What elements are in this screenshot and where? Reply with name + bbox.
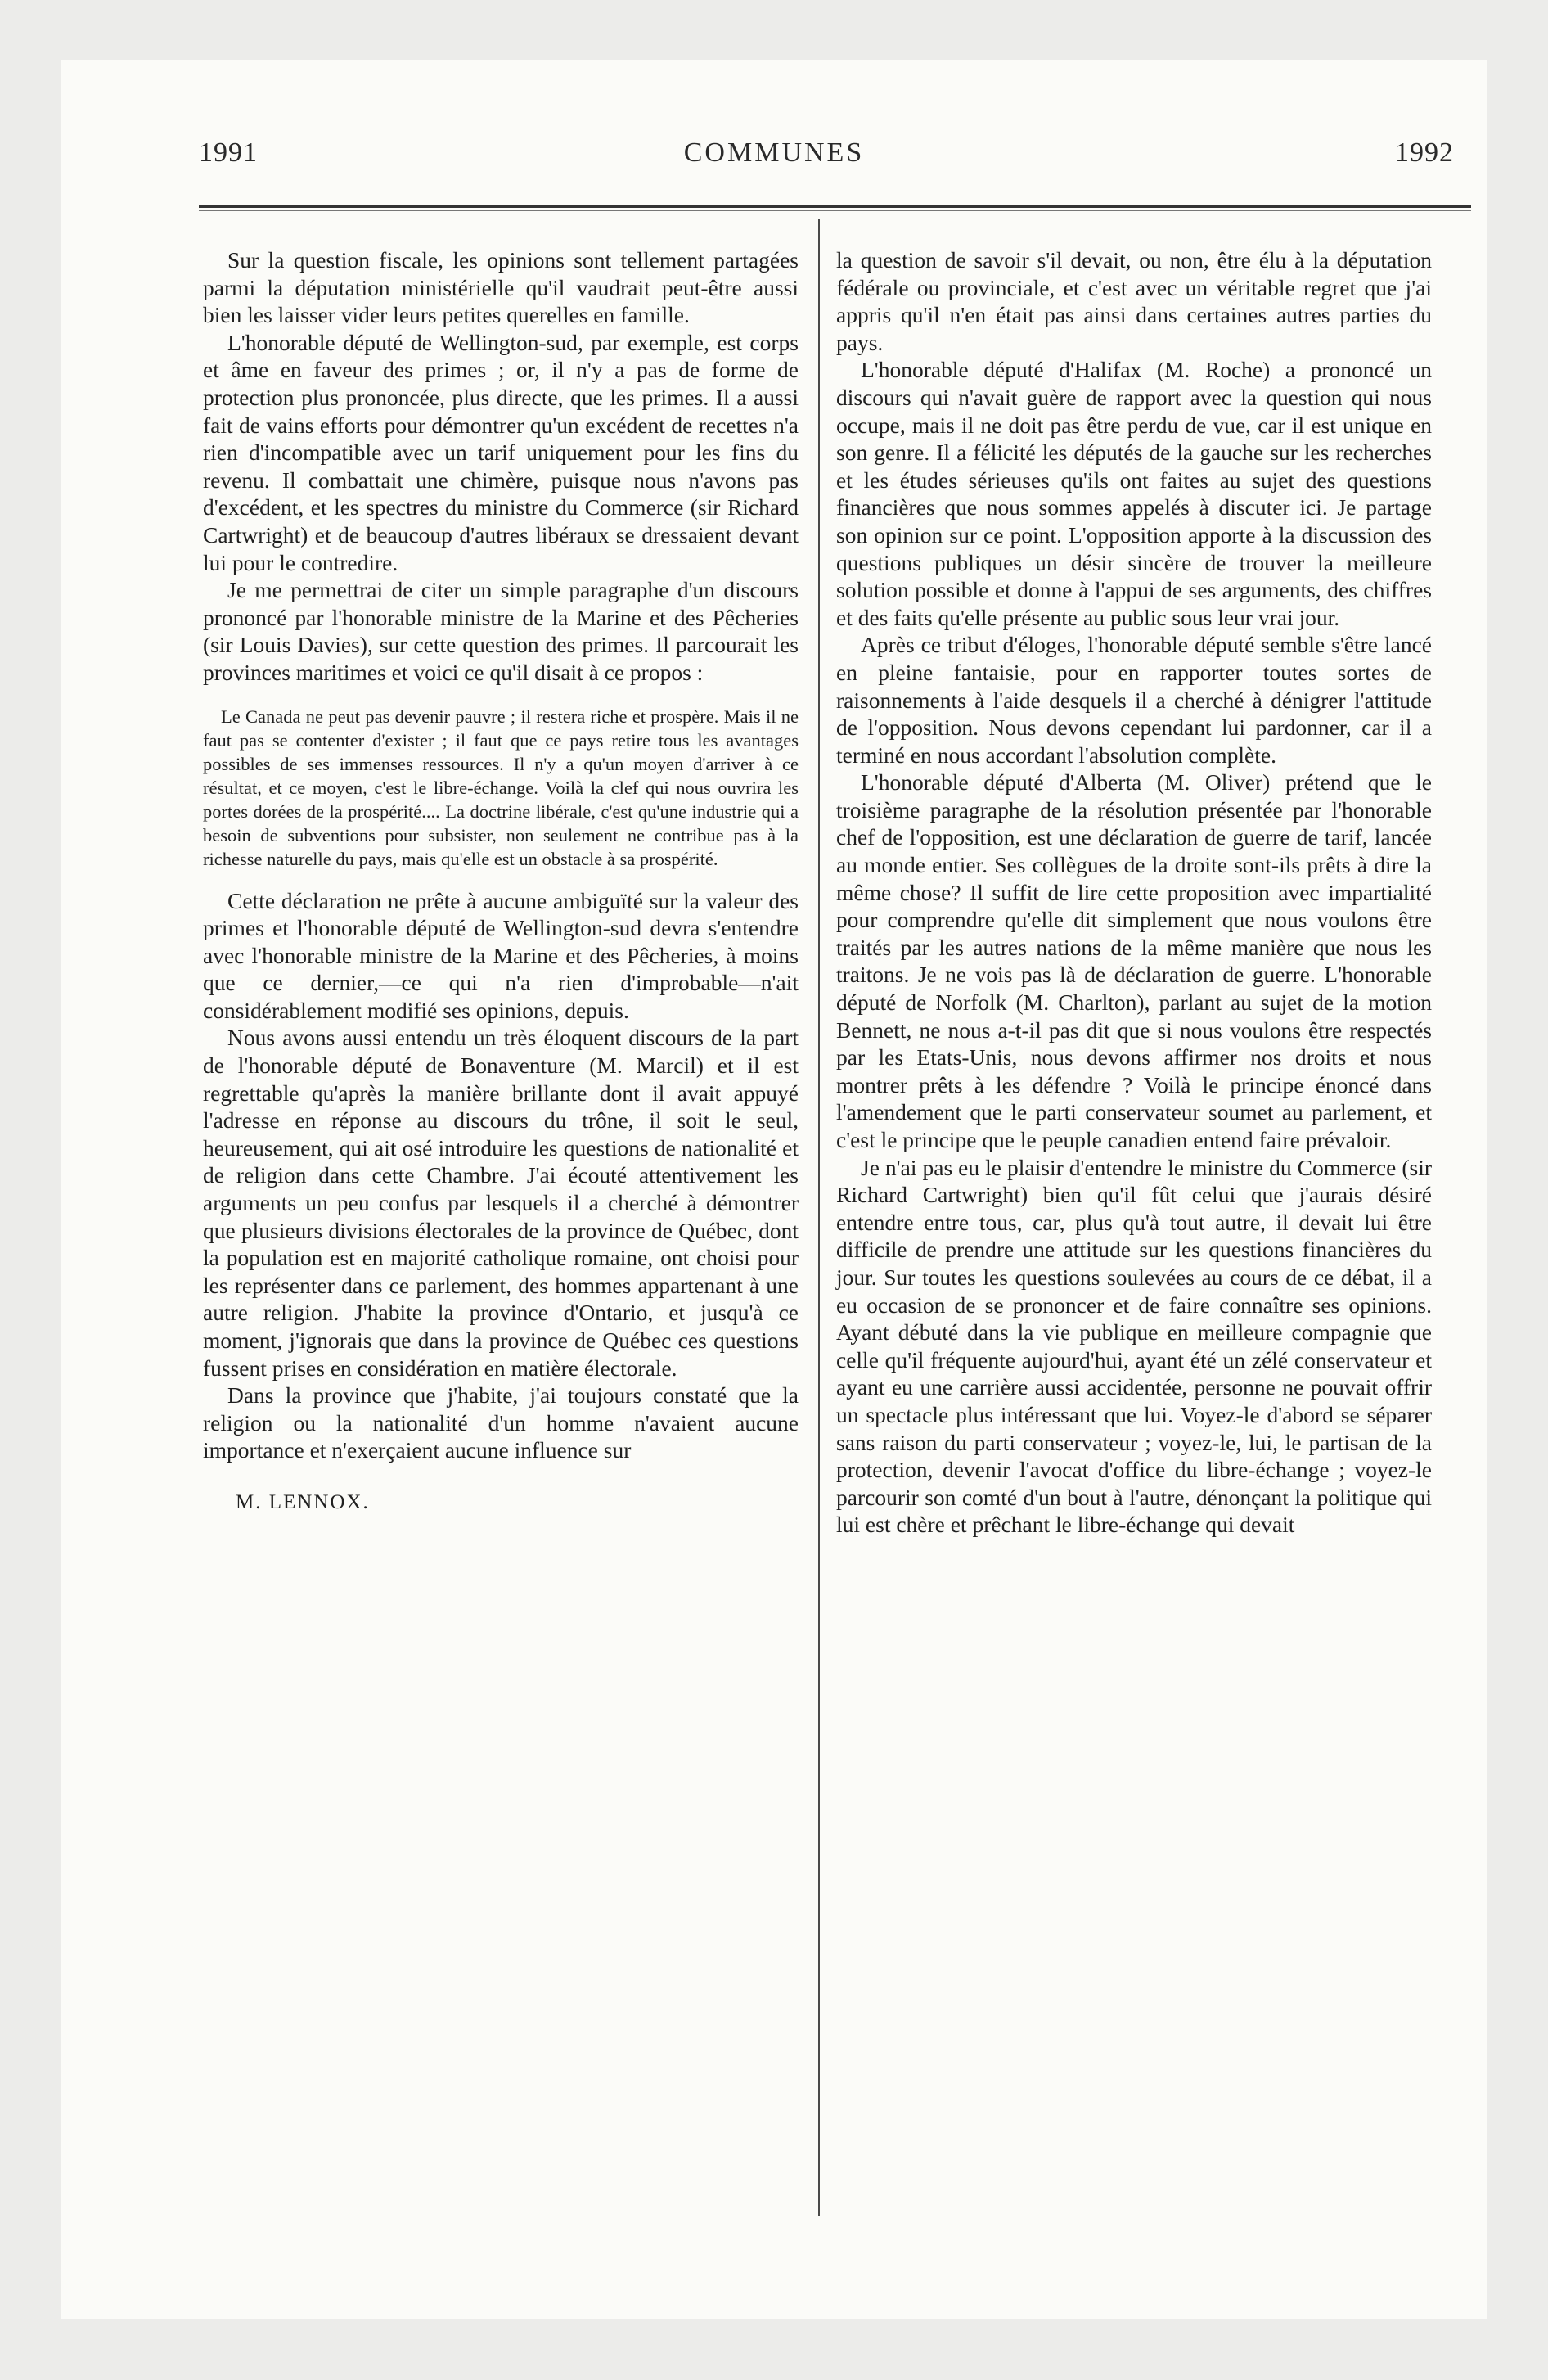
left-column — [203, 246, 799, 1517]
paragraph: Nous avons aussi entendu un très éloquent discours de la part de l'honorable député de Bonaventure (M. Marcil) et il est regrettable qu'après la manière brillante dont il avait appuyé l'adresse en réponse au discours du trône, il soit le seul, heureusement, qui ait osé introduire les questions de nationalité et de religion dans cette Chambre. J'ai écouté attentivement les arguments un peu confus par lesquels il a cherché à démontrer que plusieurs divisions électorales de la province de Québec, dont la population est en majorité catholique romaine, ont choisi pour les représenter dans ce parlement, des hommes appartenant à une autre religion. J'habite la province d'Ontario, et jusqu'à ce moment, j'ignorais que dans la province de Québec ces questions fussent prises en considération en matière électorale. — [203, 1025, 799, 1381]
paragraph: la question de savoir s'il devait, ou non, être élu à la députation fédérale ou provinciale, et c'est avec un véritable regret que j'ai appris qu'il n'en était pas ainsi dans certaines autres parties du pays. — [836, 247, 1432, 355]
column-divider — [818, 219, 820, 2216]
speaker-signature: M. LENNOX. — [236, 1490, 370, 1513]
running-title: COMMUNES — [683, 137, 865, 168]
paragraph: L'honorable député d'Alberta (M. Oliver) prétend que le troisième paragraphe de la résolution présentée par l'honorable chef de l'opposition, est une déclaration de guerre de tarif, lancée au monde entier. Ses collègues de la droite sont-ils prêts à dire la même chose? Il suffit de lire cette proposition avec impartialité pour comprendre qu'elle dit simplement que nous voulons être traités par les autres nations de la même manière que nous les traitons. Je ne vois pas là de déclaration de guerre. L'honorable député de Norfolk (M. Charlton), parlant au sujet de la motion Bennett, ne nous a-t-il pas dit que si nous voulons être respectés par les Etats-Unis, nous devons affirmer nos droits et nous montrer prêts à les défendre ? Voilà le principe énoncé dans l'amendement que le parti conservateur soumet au parlement, et c'est le principe que le peuple canadien entend faire prévaloir. — [836, 769, 1432, 1152]
document-page — [61, 60, 1487, 2319]
right-column — [836, 246, 1432, 1539]
right-page-number: 1992 — [1395, 137, 1454, 168]
header-rule-thin — [199, 210, 1471, 211]
paragraph: Je me permettrai de citer un simple paragraphe d'un discours prononcé par l'honorable ministre de la Marine et des Pêcheries (sir Louis Davies), sur cette question des primes. Il parcourait les provinces maritimes et voici ce qu'il disait à ce propos : — [203, 577, 799, 685]
paragraph: Sur la question fiscale, les opinions sont tellement partagées parmi la députation ministérielle qu'il vaudrait peut-être aussi bien les laisser vider leurs petites querelles en famille. — [203, 247, 799, 328]
paragraph: L'honorable député d'Halifax (M. Roche) a prononcé un discours qui n'avait guère de rapport avec la question qui nous occupe, mais il ne doit pas être perdu de vue, car il est unique en son genre. Il a félicité les députés de la gauche sur les recherches et les études sérieuses qu'ils ont faites au sujet des questions financières que nous sommes appelés à discuter ici. Je partage son opinion sur ce point. L'opposition apporte à la discussion des questions publiques un désir sincère de trouver la meilleure solution possible et donne à l'appui de ses arguments, des chiffres et des faits qu'elle présente au public sous leur vrai jour. — [836, 357, 1432, 630]
block-quote: Le Canada ne peut pas devenir pauvre ; il restera riche et prospère. Mais il ne faut pas se contenter d'exister ; il faut que ce pays retire tous les avantages possibles de ses immenses ressources. Il n'y a qu'un moyen d'arriver à ce résultat, et ce moyen, c'est le libre-échange. Voilà la clef qui nous ouvrira les portes dorées de la prospérité.... La doctrine libérale, c'est qu'une industrie qui a besoin de subventions pour subsister, non seulement ne contribue pas à la richesse naturelle du pays, mais qu'elle est un obstacle à sa prospérité. — [203, 705, 799, 869]
paragraph: Cette déclaration ne prête à aucune ambiguïté sur la valeur des primes et l'honorable député de Wellington-sud devra s'entendre avec l'honorable ministre de la Marine et des Pêcheries, à moins que ce dernier,—ce qui n'a rien d'improbable—n'ait considérablement modifié ses opinions, depuis. — [203, 887, 799, 1023]
paragraph: Je n'ai pas eu le plaisir d'entendre le ministre du Commerce (sir Richard Cartwright) bien qu'il fût celui que j'aurais désiré entendre entre tous, car, plus qu'à tout autre, il devait lui être difficile de prendre une attitude sur les questions financières du jour. Sur toutes les questions soulevées au cours de ce débat, il a eu occasion de se prononcer et de faire connaître ses opinions. Ayant débuté dans la vie publique en meilleure compagnie que celle qu'il fréquente aujourd'hui, ayant été un zélé conservateur et ayant eu une carrière aussi accidentée, personne ne pouvait offrir un spectacle plus intéressant que lui. Voyez-le d'abord se séparer sans raison du parti conservateur ; voyez-le, lui, le partisan de la protection, devenir l'avocat d'office du libre-échange ; voyez-le parcourir son comté d'un bout à l'autre, dénonçant la politique qui lui est chère et prêchant le libre-échange qui devait — [836, 1154, 1432, 1538]
paragraph: Après ce tribut d'éloges, l'honorable député semble s'être lancé en pleine fantaisie, pour en rapporter toutes sortes de raisonnements à l'aide desquels il a cherché à dénigrer l'attitude de l'opposition. Nous devons cependant lui pardonner, car il a terminé en nous accordant l'absolution complète. — [836, 632, 1432, 768]
paragraph: L'honorable député de Wellington-sud, par exemple, est corps et âme en faveur des primes ; or, il n'y a pas de forme de protection plus prononcée, plus directe, que les primes. Il a aussi fait de vains efforts pour démontrer qu'un excédent de recettes n'a rien d'incompatible avec un tarif uniquement pour les fins du revenu. Il combattait une chimère, puisque nous n'avons pas d'excédent, et les spectres du ministre du Commerce (sir Richard Cartwright) et de beaucoup d'autres libéraux se dressaient devant lui pour le contredire. — [203, 329, 799, 575]
header-rule — [199, 205, 1471, 208]
paragraph: Dans la province que j'habite, j'ai toujours constaté que la religion ou la nationalité d'un homme n'avaient aucune importance et n'exerçaient aucune influence sur — [203, 1382, 799, 1463]
page-header — [61, 137, 1487, 178]
left-page-number: 1991 — [199, 137, 258, 168]
